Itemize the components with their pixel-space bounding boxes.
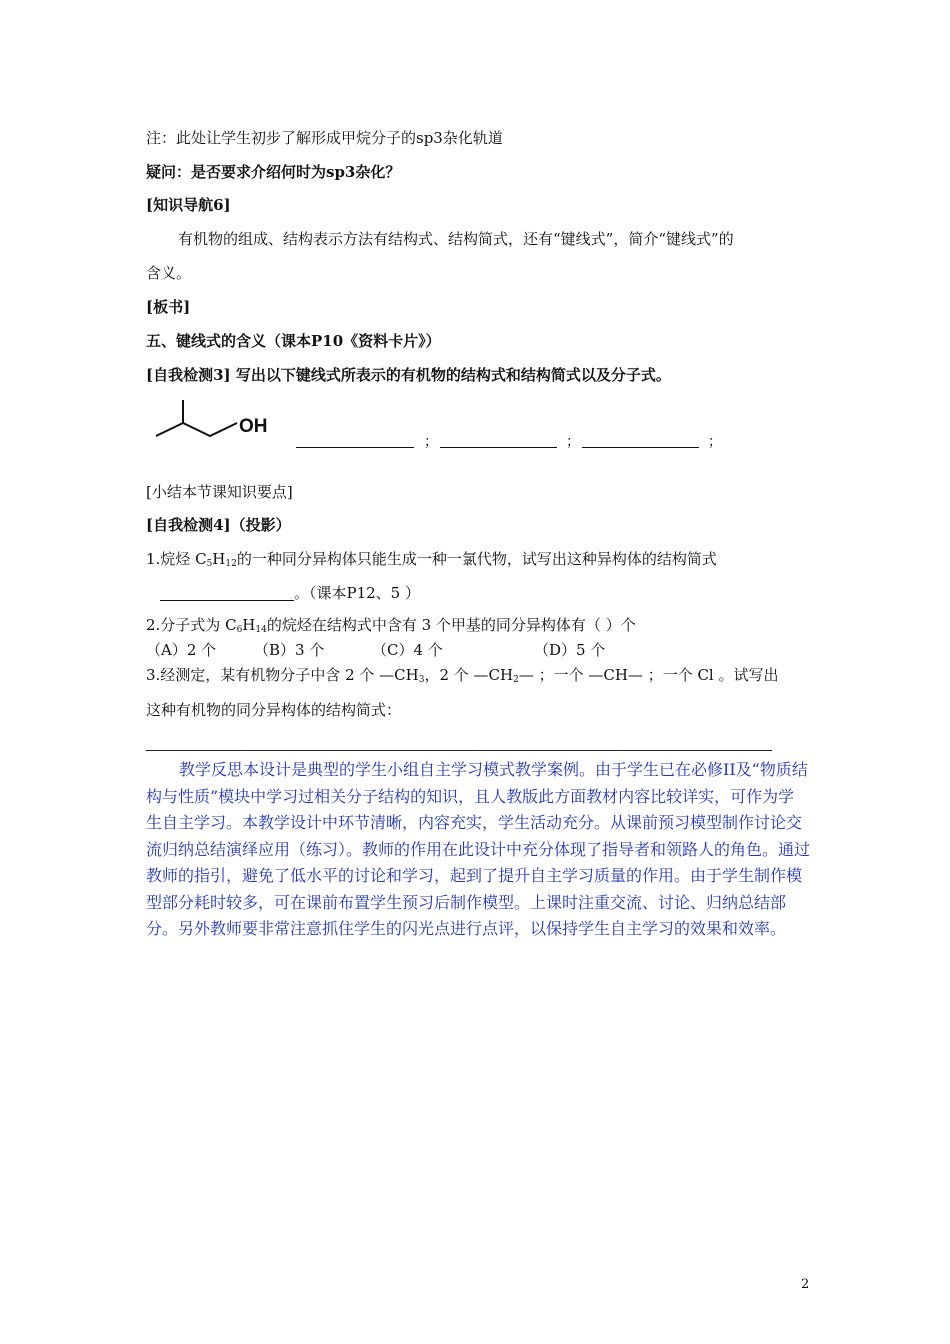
q3-part-3: — ；一个 —CH— ；一个 Cl 。试写出 [518, 666, 779, 684]
q3-subscript-3: 3 [418, 675, 425, 685]
q1-reference: 。（课本P12、5 ） [294, 584, 420, 602]
divider-line [146, 750, 772, 751]
answer-blank-1[interactable] [296, 433, 414, 448]
q1-text: 的一种同分异构体只能生成一种一氯代物，试写出这种异构体的结构简式 [236, 550, 717, 568]
q2-option-c[interactable]: （C）4 个 [372, 641, 443, 659]
question-1-line-2 [160, 583, 420, 603]
q2-subscript-c: 6 [236, 625, 243, 635]
hydroxyl-label: OH [239, 416, 268, 437]
teaching-reflection: 教学反思本设计是典型的学生小组自主学习模式教学案例。由于学生已在必修II及“物质结构与性质”模块中学习过相关分子结构的知识，且人教版此方面教材内容比较详实，可作为学生自主学习。本教学设计中环节清晰，内容充实，学生活动充分。从课前预习模型制作讨论交流归纳总结演绎应用（练习）。教师的作用在此设计中充分体现了指导者和领路人的角色。通过教师的指引，避免了低水平的讨论和学习，起到了提升自主学习质量的作用。由于学生制作模型部分耗时较多，可在课前布置学生预习后制作模型。上课时注重交流、讨论、归纳总结部分。另外教师要非常注意抓住学生的闪光点进行点评，以保持学生自主学习的效果和效率。 [146, 760, 811, 938]
q2-option-a[interactable]: （A）2 个 [146, 641, 217, 659]
skeletal-formula-diagram [150, 398, 280, 444]
question-3 [146, 665, 779, 690]
q3-part-2: ，2 个 —CH [424, 666, 514, 684]
selfcheck-3-text: [自我检测3] 写出以下键线式所表示的有机物的结构式和结构简式以及分子式。 [146, 366, 671, 384]
answer-blanks [296, 433, 796, 449]
note-line: 注：此处让学生初步了解形成甲烷分子的sp3杂化轨道 [146, 129, 503, 147]
q2-option-b[interactable]: （B）3 个 [254, 641, 325, 659]
q3-part-1: 3.经测定，某有机物分子中含 2 个 —CH [146, 666, 419, 684]
q1-subscript-h: 12 [225, 559, 237, 569]
heading-5: 五、键线式的含义（课本P10《资料卡片》） [146, 332, 441, 350]
page-number: 2 [801, 1277, 810, 1292]
q2-option-d[interactable]: （D）5 个 [534, 641, 606, 659]
question-3-line-2: 这种有机物的同分异构体的结构简式： [146, 701, 402, 719]
q1-prefix: 1.烷烃 C [146, 550, 207, 568]
separator-3: ； [708, 434, 722, 450]
selfcheck-3 [146, 365, 671, 385]
separator-2: ； [566, 434, 580, 450]
q2-hydrogen: H [242, 616, 256, 634]
selfcheck-4: [自我检测4]（投影） [146, 516, 291, 534]
intro-line-1: 有机物的组成、结构表示方法有结构式、结构简式，还有“键线式”，简介“键线式”的 [178, 230, 734, 248]
q2-text: 的烷烃在结构式中含有 3 个甲基的同分异构体有（ ）个 [266, 616, 636, 634]
board-label: [板书] [146, 298, 191, 316]
answer-blank-3[interactable] [582, 433, 699, 448]
intro-line-2: 含义。 [146, 264, 192, 282]
q3-subscript-2: 2 [513, 675, 519, 685]
q1-subscript-c: 5 [206, 559, 213, 569]
section-nav6: [知识导航6] [146, 196, 231, 214]
carbon-chain-bonds [156, 423, 237, 436]
answer-blank-2[interactable] [440, 433, 557, 448]
question-line: 疑问：是否要求介绍何时为sp3杂化？ [146, 163, 401, 181]
q2-prefix: 2.分子式为 C [146, 616, 237, 634]
q1-answer-blank[interactable] [160, 586, 294, 601]
q2-subscript-h: 14 [255, 625, 267, 635]
q1-hydrogen: H [212, 550, 226, 568]
separator-1: ； [424, 434, 438, 450]
question-1 [146, 549, 717, 574]
question-2 [146, 615, 636, 640]
summary-line: [小结本节课知识要点] [146, 483, 293, 501]
